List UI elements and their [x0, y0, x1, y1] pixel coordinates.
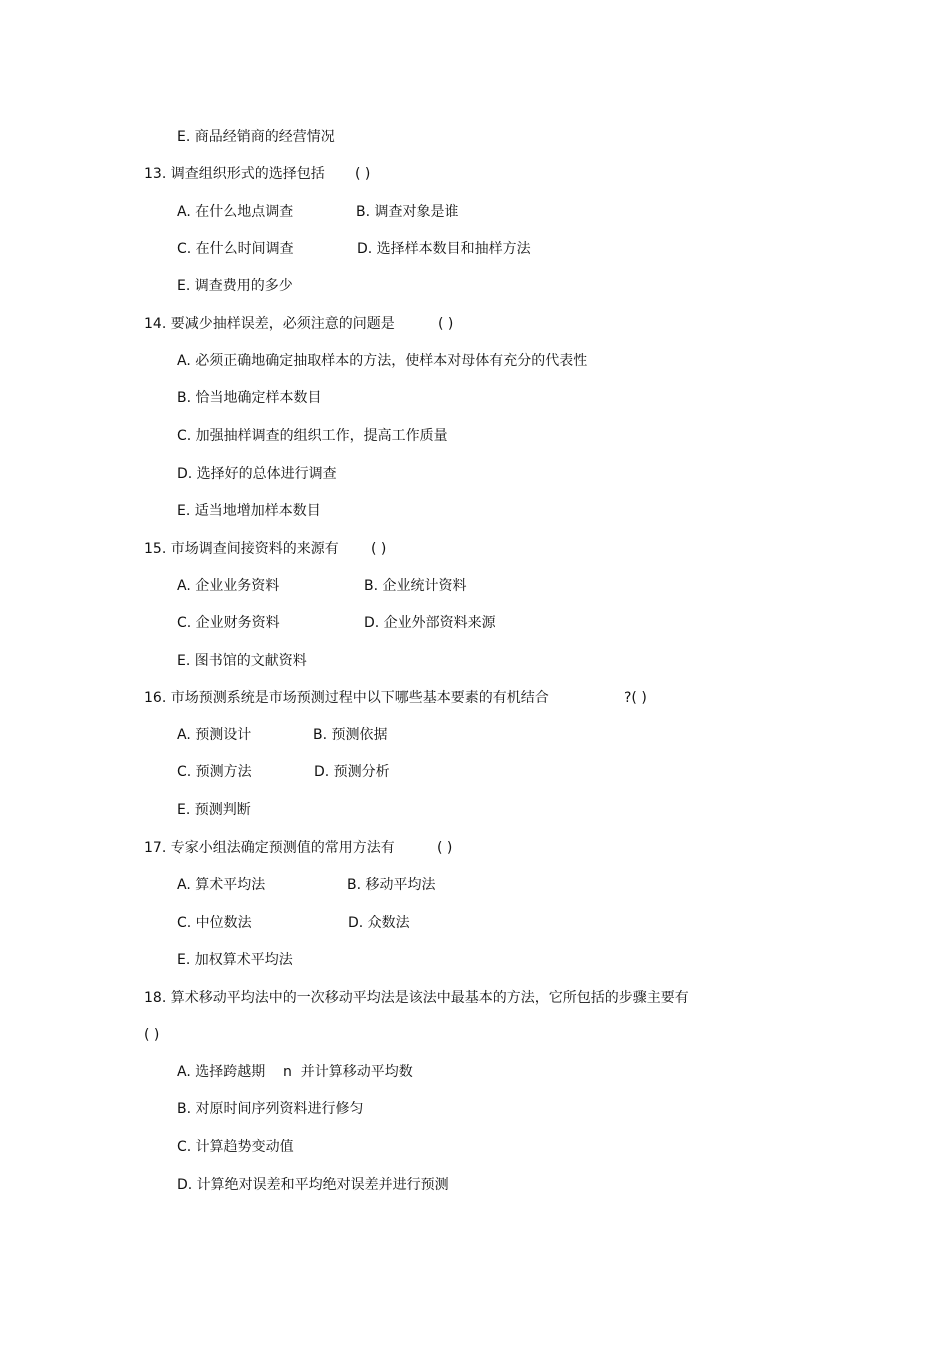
q16-stem: 16. 市场预测系统是市场预测过程中以下哪些基本要素的有机结合: [144, 690, 549, 706]
q15-option-e: E. 图书馆的文献资料: [177, 653, 307, 669]
q16-option-a: A. 预测设计: [177, 727, 252, 743]
q17-option-e: E. 加权算术平均法: [177, 952, 293, 968]
q13-option-b: B. 调查对象是谁: [356, 204, 459, 220]
q17-answer-blank: ( ): [437, 840, 453, 856]
q13-stem: 13. 调查组织形式的选择包括: [144, 166, 325, 182]
q14-option-a: A. 必须正确地确定抽取样本的方法，使样本对母体有充分的代表性: [177, 353, 588, 369]
q16-answer-blank: ?( ): [624, 690, 647, 706]
q17-option-c: C. 中位数法: [177, 915, 252, 931]
q16-option-d: D. 预测分析: [314, 764, 390, 780]
q13-answer-blank: ( ): [355, 166, 371, 182]
q14-answer-blank: ( ): [438, 316, 454, 332]
q13-option-c: C. 在什么时间调查: [177, 241, 294, 257]
q18-option-c: C. 计算趋势变动值: [177, 1139, 294, 1155]
q13-option-a: A. 在什么地点调查: [177, 204, 294, 220]
q14-option-e: E. 适当地增加样本数目: [177, 503, 321, 519]
q17-stem: 17. 专家小组法确定预测值的常用方法有: [144, 840, 395, 856]
q18-option-a: A. 选择跨越期 n 并计算移动平均数: [177, 1064, 413, 1080]
q18-option-b: B. 对原时间序列资料进行修匀: [177, 1101, 364, 1117]
q15-option-c: C. 企业财务资料: [177, 615, 280, 631]
q15-option-d: D. 企业外部资料来源: [364, 615, 496, 631]
q18-answer-blank: ( ): [144, 1027, 160, 1043]
q18-stem: 18. 算术移动平均法中的一次移动平均法是该法中最基本的方法，它所包括的步骤主要有: [144, 990, 689, 1006]
q18-option-d: D. 计算绝对误差和平均绝对误差并进行预测: [177, 1177, 449, 1193]
q16-option-e: E. 预测判断: [177, 802, 251, 818]
q14-option-d: D. 选择好的总体进行调查: [177, 466, 337, 482]
q16-option-b: B. 预测依据: [313, 727, 388, 743]
q17-option-b: B. 移动平均法: [347, 877, 436, 893]
q16-option-c: C. 预测方法: [177, 764, 252, 780]
q12-option-e: E. 商品经销商的经营情况: [177, 129, 335, 145]
q14-option-b: B. 恰当地确定样本数目: [177, 390, 322, 406]
q14-option-c: C. 加强抽样调查的组织工作，提高工作质量: [177, 428, 448, 444]
q15-option-b: B. 企业统计资料: [364, 578, 467, 594]
q14-stem: 14. 要减少抽样误差，必须注意的问题是: [144, 316, 395, 332]
q17-option-d: D. 众数法: [348, 915, 410, 931]
q13-option-e: E. 调查费用的多少: [177, 278, 293, 294]
q15-stem: 15. 市场调查间接资料的来源有: [144, 541, 339, 557]
q17-option-a: A. 算术平均法: [177, 877, 266, 893]
q15-answer-blank: ( ): [371, 541, 387, 557]
q13-option-d: D. 选择样本数目和抽样方法: [357, 241, 531, 257]
q15-option-a: A. 企业业务资料: [177, 578, 280, 594]
